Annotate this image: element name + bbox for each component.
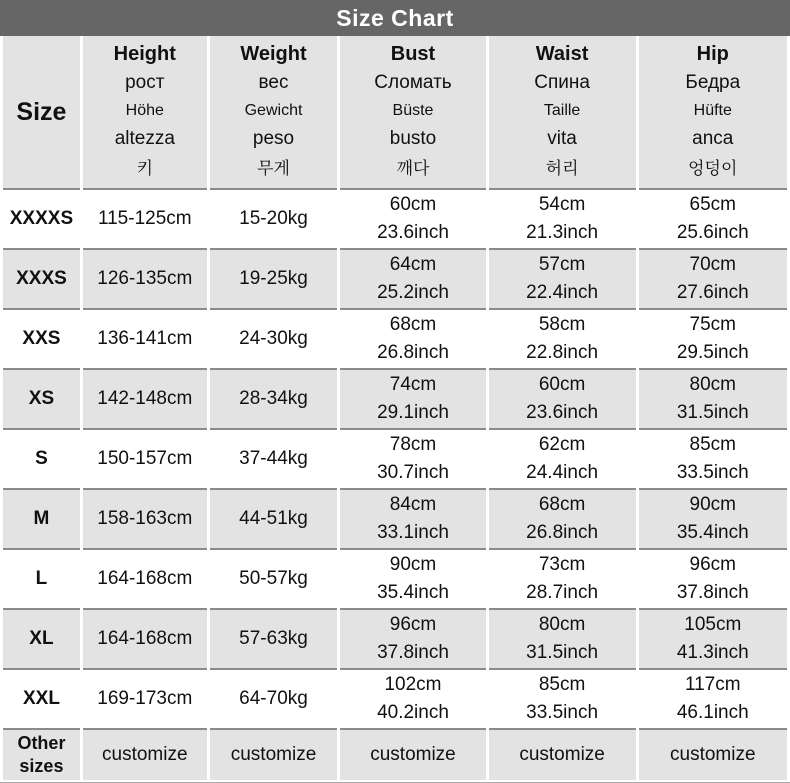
header-bust-ru: Сломать	[374, 72, 452, 93]
weight-cell	[210, 248, 338, 308]
cell-line: 24.4inch	[526, 462, 599, 483]
cell-line: 29.1inch	[377, 402, 449, 423]
cell-line: 23.6inch	[377, 222, 449, 243]
cell-line: XXL	[22, 688, 60, 709]
cell-line: 23.6inch	[526, 402, 599, 423]
header-waist-it: vita	[547, 128, 577, 149]
hip-cell	[639, 668, 787, 728]
cell-line: customize	[102, 744, 188, 765]
header-weight-de: Gewicht	[244, 102, 303, 119]
waist-cell	[489, 548, 636, 608]
height-cell	[83, 728, 207, 780]
waist-cell	[489, 308, 636, 368]
table-row	[3, 368, 787, 428]
height-cell	[83, 428, 207, 488]
cell-line: 57-63kg	[239, 628, 308, 649]
bust-cell	[340, 428, 485, 488]
header-hip-kr: 엉덩이	[688, 159, 738, 178]
cell-line: L	[35, 568, 48, 589]
cell-line: 31.5inch	[526, 642, 599, 663]
cell-line: XS	[28, 388, 55, 409]
cell-line: 115-125cm	[97, 208, 192, 229]
cell-line: 60cm	[389, 194, 437, 215]
cell-line: 25.6inch	[676, 222, 749, 243]
hip-cell	[639, 548, 787, 608]
header-bust-kr: 깨다	[396, 159, 430, 178]
weight-cell	[210, 488, 338, 548]
header-height-kr: 키	[136, 159, 153, 178]
size-cell	[3, 188, 80, 248]
cell-line: 85cm	[689, 434, 736, 455]
cell-line: 30.7inch	[377, 462, 449, 483]
cell-line: 84cm	[389, 494, 437, 515]
cell-line: XL	[29, 628, 54, 649]
header-waist-en: Waist	[535, 43, 589, 65]
header-waist-de: Taille	[543, 102, 581, 119]
header-hip	[639, 36, 787, 188]
cell-line: 28.7inch	[526, 582, 599, 603]
cell-line: 73cm	[538, 554, 586, 575]
header-weight-it: peso	[252, 128, 295, 149]
cell-line: 117cm	[684, 674, 741, 695]
cell-line: 64cm	[389, 254, 437, 275]
cell-line: XXXXS	[9, 208, 74, 229]
hip-cell	[639, 488, 787, 548]
cell-line: 75cm	[689, 314, 736, 335]
cell-line: S	[35, 448, 48, 469]
size-cell	[3, 668, 80, 728]
table-row	[3, 668, 787, 728]
header-weight	[210, 36, 338, 188]
cell-line: 164-168cm	[97, 568, 193, 589]
cell-line: 64-70kg	[239, 688, 308, 709]
weight-cell	[210, 728, 338, 780]
header-height-de: Höhe	[125, 102, 164, 119]
header-size-label: Size	[16, 97, 67, 126]
cell-line: 96cm	[389, 614, 437, 635]
cell-line: customize	[519, 744, 605, 765]
cell-line: 80cm	[689, 374, 736, 395]
cell-line: 46.1inch	[676, 702, 749, 723]
cell-line: 40.2inch	[377, 702, 449, 723]
table-row	[3, 428, 787, 488]
cell-line: 35.4inch	[676, 522, 749, 543]
cell-line: 74cm	[389, 374, 437, 395]
hip-cell	[639, 308, 787, 368]
size-cell	[3, 308, 80, 368]
bust-cell	[340, 728, 485, 780]
cell-line: 37.8inch	[676, 582, 749, 603]
waist-cell	[489, 368, 636, 428]
hip-cell	[639, 608, 787, 668]
hip-cell	[639, 728, 787, 780]
height-cell	[83, 368, 207, 428]
weight-cell	[210, 668, 338, 728]
size-cell	[3, 608, 80, 668]
bust-cell	[340, 548, 485, 608]
cell-line: 44-51kg	[239, 508, 308, 529]
cell-line: 50-57kg	[239, 568, 308, 589]
cell-line: 126-135cm	[97, 268, 193, 289]
table-row	[3, 548, 787, 608]
cell-line: 41.3inch	[676, 642, 749, 663]
cell-line: 102cm	[384, 674, 442, 695]
height-cell	[83, 308, 207, 368]
cell-line: 169-173cm	[97, 688, 193, 709]
height-cell	[83, 548, 207, 608]
cell-line: sizes	[19, 756, 64, 776]
cell-line: 54cm	[538, 194, 586, 215]
header-bust-de: Büste	[392, 102, 434, 119]
size-chart-table	[0, 36, 790, 780]
cell-line: 142-148cm	[97, 388, 193, 409]
table-row	[3, 608, 787, 668]
cell-line: 85cm	[538, 674, 586, 695]
header-hip-de: Hüfte	[693, 102, 732, 119]
cell-line: 21.3inch	[526, 222, 599, 243]
table-row	[3, 728, 787, 780]
weight-cell	[210, 548, 338, 608]
cell-line: 22.8inch	[526, 342, 599, 363]
waist-cell	[489, 188, 636, 248]
size-cell	[3, 248, 80, 308]
waist-cell	[489, 608, 636, 668]
cell-line: 90cm	[389, 554, 437, 575]
cell-line: Other	[17, 733, 66, 753]
table-row	[3, 488, 787, 548]
waist-cell	[489, 488, 636, 548]
bust-cell	[340, 248, 485, 308]
bust-cell	[340, 488, 485, 548]
size-cell	[3, 728, 80, 780]
header-size	[3, 36, 80, 188]
height-cell	[83, 608, 207, 668]
cell-line: 15-20kg	[239, 208, 308, 229]
cell-line: 37-44kg	[239, 448, 308, 469]
header-weight-ru: вес	[258, 72, 289, 93]
header-hip-it: anca	[692, 128, 734, 149]
height-cell	[83, 248, 207, 308]
hip-cell	[639, 368, 787, 428]
cell-line: 65cm	[689, 194, 736, 215]
weight-cell	[210, 368, 338, 428]
waist-cell	[489, 428, 636, 488]
header-bust	[340, 36, 485, 188]
header-waist-ru: Спина	[534, 72, 590, 93]
hip-cell	[639, 428, 787, 488]
bust-cell	[340, 608, 485, 668]
cell-line: 26.8inch	[526, 522, 599, 543]
cell-line: 58cm	[538, 314, 586, 335]
header-height	[83, 36, 207, 188]
cell-line: 70cm	[689, 254, 736, 275]
height-cell	[83, 668, 207, 728]
cell-line: 33.5inch	[676, 462, 749, 483]
cell-line: 80cm	[538, 614, 586, 635]
cell-line: 33.1inch	[377, 522, 449, 543]
size-cell	[3, 488, 80, 548]
cell-line: 28-34kg	[239, 388, 308, 409]
cell-line: 22.4inch	[526, 282, 599, 303]
table-body	[3, 188, 787, 780]
header-row	[3, 36, 787, 188]
weight-cell	[210, 428, 338, 488]
title-bar	[0, 0, 790, 36]
weight-cell	[210, 188, 338, 248]
cell-line: M	[33, 508, 50, 529]
height-cell	[83, 488, 207, 548]
cell-line: 33.5inch	[526, 702, 599, 723]
waist-cell	[489, 728, 636, 780]
bust-cell	[340, 368, 485, 428]
weight-cell	[210, 308, 338, 368]
cell-line: 90cm	[689, 494, 736, 515]
cell-line: 27.6inch	[676, 282, 749, 303]
cell-line: 57cm	[538, 254, 586, 275]
cell-line: 164-168cm	[97, 628, 193, 649]
table-row	[3, 188, 787, 248]
header-waist	[489, 36, 636, 188]
cell-line: 26.8inch	[377, 342, 449, 363]
cell-line: 25.2inch	[377, 282, 449, 303]
height-cell	[83, 188, 207, 248]
hip-cell	[639, 188, 787, 248]
cell-line: 96cm	[689, 554, 736, 575]
cell-line: customize	[670, 744, 756, 765]
cell-line: 29.5inch	[676, 342, 749, 363]
waist-cell	[489, 248, 636, 308]
cell-line: 150-157cm	[97, 448, 193, 469]
cell-line: 68cm	[538, 494, 586, 515]
cell-line: 62cm	[538, 434, 586, 455]
hip-cell	[639, 248, 787, 308]
cell-line: customize	[230, 744, 317, 765]
cell-line: customize	[370, 744, 456, 765]
size-cell	[3, 428, 80, 488]
cell-line: XXXS	[16, 268, 67, 289]
header-height-ru: рост	[125, 72, 165, 93]
cell-line: 31.5inch	[676, 402, 749, 423]
header-bust-it: busto	[389, 128, 437, 149]
cell-line: 68cm	[389, 314, 437, 335]
cell-line: 19-25kg	[239, 268, 308, 289]
table-row	[3, 248, 787, 308]
header-weight-en: Weight	[240, 43, 307, 65]
bust-cell	[340, 668, 485, 728]
cell-line: 60cm	[538, 374, 586, 395]
bust-cell	[340, 308, 485, 368]
cell-line: XXS	[22, 328, 61, 349]
bust-cell	[340, 188, 485, 248]
header-hip-ru: Бедра	[685, 72, 741, 93]
header-weight-kr: 무게	[257, 159, 290, 178]
header-hip-en: Hip	[696, 43, 729, 65]
cell-line: 37.8inch	[377, 642, 449, 663]
size-cell	[3, 368, 80, 428]
cell-line: 78cm	[389, 434, 437, 455]
header-height-en: Height	[113, 43, 176, 65]
cell-line: 136-141cm	[97, 328, 193, 349]
page-title: Size Chart	[336, 4, 454, 31]
weight-cell	[210, 608, 338, 668]
cell-line: 158-163cm	[97, 508, 193, 529]
waist-cell	[489, 668, 636, 728]
table-row	[3, 308, 787, 368]
header-height-it: altezza	[114, 128, 175, 149]
cell-line: 35.4inch	[377, 582, 449, 603]
cell-line: 105cm	[684, 614, 742, 635]
header-bust-en: Bust	[390, 43, 436, 65]
cell-line: 24-30kg	[239, 328, 308, 349]
header-waist-kr: 허리	[545, 159, 579, 178]
size-cell	[3, 548, 80, 608]
